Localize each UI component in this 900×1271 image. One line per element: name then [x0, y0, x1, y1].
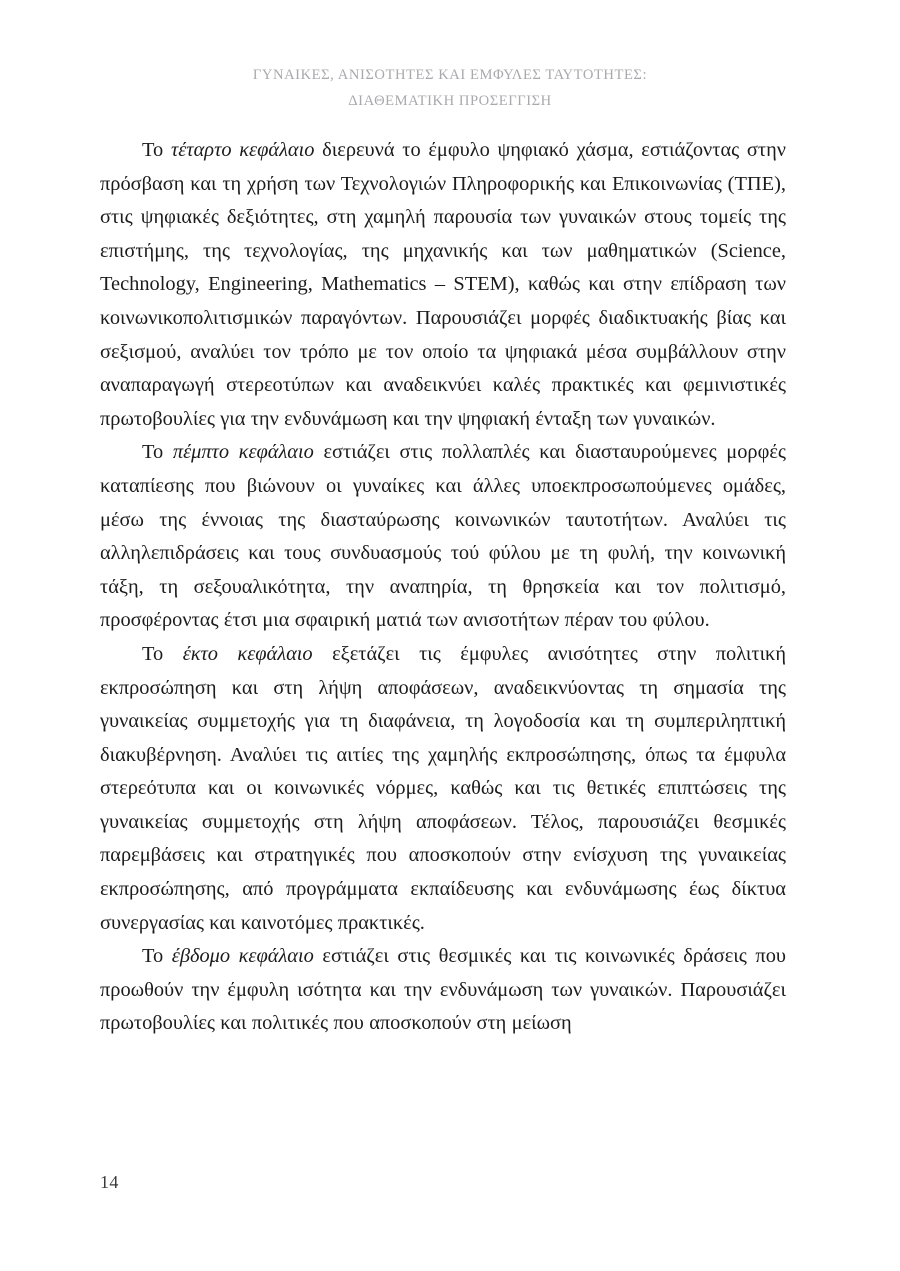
running-head-line-1: ΓΥΝΑΙΚΕΣ, ΑΝΙΣΟΤΗΤΕΣ ΚΑΙ ΕΜΦΥΛΕΣ ΤΑΥΤΟΤΗΤΕΣ:: [252, 67, 648, 83]
page-number: 14: [100, 1172, 119, 1192]
paragraph-body-text: εξετάζει τις έμφυλες ανισότητες στην πολιτική εκπροσώπηση και στη λήψη αποφάσεων, αναδεικνύοντας τη σημασία της γυναικείας συμμετοχής για τη διαφάνεια, τη λογοδοσία και τη συμπεριληπτική διακυβέρνηση. Αναλύει τις αιτίες της χαμηλής εκπροσώπησης, όπως τα έμφυλα στερεότυπα και οι κοινωνικές νόρμες, καθώς και τις θετικές επιπτώσεις της γυναικείας συμμετοχής στη λήψη αποφάσεων. Τέλος, παρουσιάζει θεσμικές παρεμβάσεις και στρατηγικές που αποσκοπούν στην ενίσχυση της γυναικείας εκπροσώπησης, από προγράμματα εκπαίδευσης και ενδυνάμωσης έως δίκτυα συνεργασίας και καινοτόμες πρακτικές.: [100, 642, 786, 934]
paragraph-chapter-four: [100, 134, 786, 436]
paragraph-body-text: εστιάζει στις θεσμικές και τις κοινωνικές δράσεις που προωθούν την έμφυλη ισότητα και την ενδυνάμωση των γυναικών. Παρουσιάζει πρωτοβουλίες και πολιτικές που αποσκοπούν στη μείωση: [100, 945, 786, 1035]
paragraph-chapter-five: [100, 436, 786, 638]
chapter-reference-emphasis: έκτο κεφάλαιο: [182, 642, 313, 665]
chapter-reference-emphasis: πέμπτο κεφάλαιο: [172, 441, 314, 464]
paragraph-lead-in: Το: [142, 441, 173, 464]
chapter-reference-emphasis: τέταρτο κεφάλαιο: [170, 139, 315, 161]
body-text-column: [100, 134, 786, 1041]
paragraph-body-text: διερευνά το έμφυλο ψηφιακό χάσμα, εστιάζοντας στην πρόσβαση και τη χρήση των Τεχνολογιών Πληροφορικής και Επικοινωνίας (ΤΠΕ), στις ψηφιακές δεξιότητες, στη χαμηλή παρουσία των γυναικών στους τομείς της επιστήμης, της τεχνολογίας, της μηχανικής και των μαθηματικών (Science, Technology, Engineering, Mathematics – STEM), καθώς και στην επίδραση των κοινωνικοπολιτισμικών παραγόντων. Παρουσιάζει μορφές διαδικτυακής βίας και σεξισμού, αναλύει τον τρόπο με τον οποίο τα ψηφιακά μέσα συμβάλλουν στην αναπαραγωγή στερεοτύπων και αναδεικνύει καλές πρακτικές και φεμινιστικές πρωτοβουλίες για την ενδυνάμωση και την ψηφιακή ένταξη των γυναικών.: [100, 139, 786, 430]
paragraph-chapter-six: [100, 638, 786, 940]
paragraph-lead-in: Το: [142, 945, 172, 968]
paragraph-chapter-seven: [100, 940, 786, 1041]
paragraph-body-text: εστιάζει στις πολλαπλές και διασταυρούμενες μορφές καταπίεσης που βιώνουν οι γυναίκες και άλλες υποεκπροσωπούμενες ομάδες, μέσω της έννοιας της διασταύρωσης κοινωνικών ταυτοτήτων. Αναλύει τις αλληλεπιδράσεις και τους συνδυασμούς τού φύλου με τη φυλή, την κοινωνική τάξη, τη σεξουαλικότητα, την αναπηρία, τη θρησκεία και τον πολιτισμό, προσφέροντας έτσι μια σφαιρική ματιά των ανισοτήτων πέραν του φύλου.: [100, 441, 786, 632]
chapter-reference-emphasis: έβδομο κεφάλαιο: [171, 945, 314, 968]
running-head: [0, 62, 900, 114]
running-head-line-2: ΔΙΑΘΕΜΑΤΙΚΗ ΠΡΟΣΕΓΓΙΣΗ: [348, 93, 552, 109]
paragraph-lead-in: Το: [142, 139, 171, 161]
paragraph-lead-in: Το: [142, 642, 183, 665]
